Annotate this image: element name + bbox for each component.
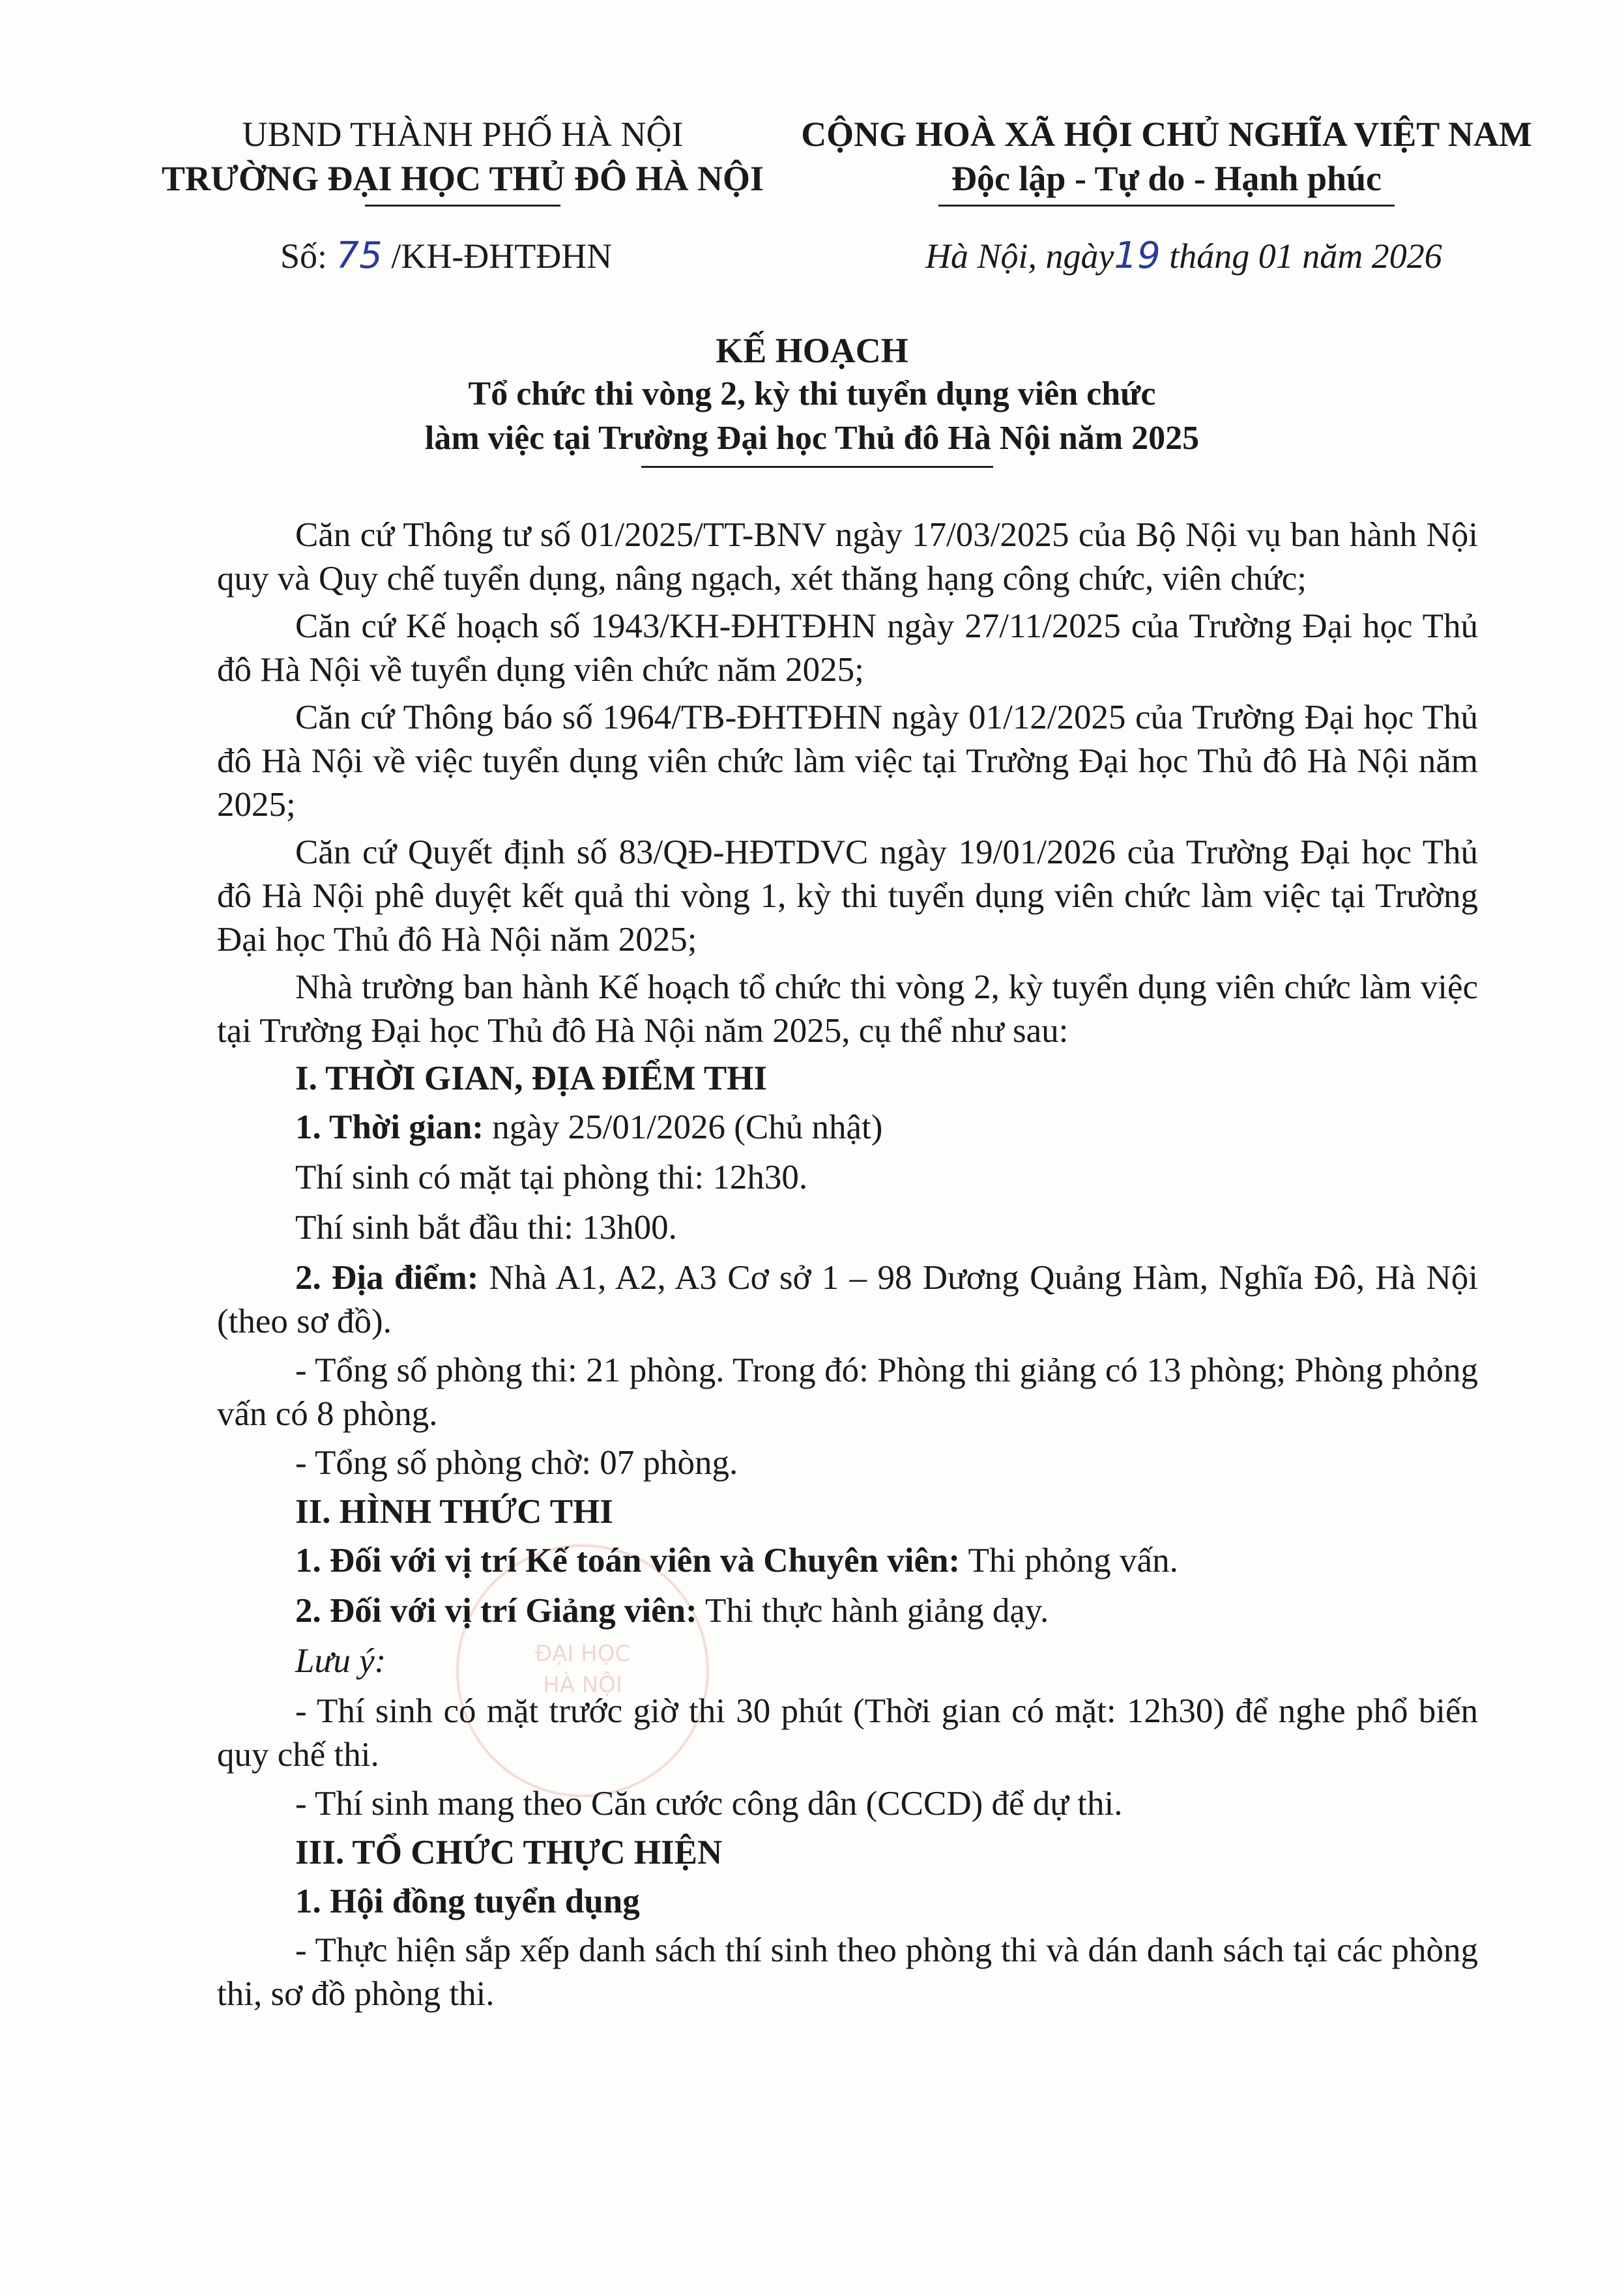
document-number — [280, 235, 612, 277]
section-2-heading: II. HÌNH THỨC THI — [295, 1493, 613, 1531]
start-time: Thí sinh bắt đầu thi: 13h00. — [295, 1209, 677, 1247]
exam-time-label: 1. Thời gian: — [295, 1108, 484, 1146]
format-item-1-label: 1. Đối với vị trí Kế toán viên và Chuyên viên: — [295, 1542, 961, 1580]
waiting-room-count: - Tổng số phòng chờ: 07 phòng. — [295, 1444, 738, 1482]
note-label: Lưu ý: — [295, 1642, 386, 1680]
document-body — [217, 513, 1478, 2021]
document-title — [130, 329, 1494, 468]
so-suffix: /KH-ĐHTĐHN — [391, 237, 613, 276]
org-parent: UBND THÀNH PHỐ HÀ NỘI — [242, 115, 684, 154]
motto: Độc lập - Tự do - Hạnh phúc — [951, 159, 1382, 198]
format-item-1-value: Thi phỏng vấn. — [960, 1542, 1178, 1580]
title-sub-1: Tổ chức thi vòng 2, kỳ thi tuyển dụng viên chức — [468, 375, 1156, 412]
preamble-paragraph: Căn cứ Thông báo số 1964/TB-ĐHTĐHN ngày 01/12/2025 của Trường Đại học Thủ đô Hà Nội về việc tuyển dụng viên chức làm việc tại Trường Đại học Thủ đô Hà Nội năm 2025; — [217, 699, 1478, 824]
preamble-paragraph: Nhà trường ban hành Kế hoạch tổ chức thi vòng 2, kỳ tuyển dụng viên chức làm việc tại Trường Đại học Thủ đô Hà Nội năm 2025, cụ thể như sau: — [217, 968, 1478, 1050]
org-underline — [365, 205, 560, 207]
exam-time-value: ngày 25/01/2026 (Chủ nhật) — [484, 1108, 883, 1146]
note-item: - Thí sinh mang theo Căn cước công dân (CCCD) để dự thi. — [295, 1785, 1123, 1823]
format-item-2 — [217, 1589, 1478, 1633]
title-rule — [641, 466, 993, 468]
faint-stamp: ĐẠI HỌC HÀ NỘI — [456, 1544, 709, 1797]
arrival-time: Thí sinh có mặt tại phòng thi: 12h30. — [295, 1159, 808, 1196]
section-3-heading: III. TỔ CHỨC THỰC HIỆN — [295, 1834, 723, 1871]
section-1-heading: I. THỜI GIAN, ĐỊA ĐIỂM THI — [295, 1060, 768, 1097]
format-item-2-value: Thi thực hành giảng dạy. — [697, 1592, 1049, 1630]
date-suffix: tháng 01 năm 2026 — [1169, 237, 1442, 276]
so-number-handwritten: 75 — [336, 235, 383, 277]
org-name: TRƯỜNG ĐẠI HỌC THỦ ĐÔ HÀ NỘI — [161, 159, 764, 198]
format-item-1 — [217, 1539, 1478, 1583]
issuing-organization — [130, 112, 795, 207]
exam-place — [217, 1256, 1478, 1344]
motto-underline — [938, 205, 1395, 207]
section-3-sub-1: 1. Hội đồng tuyển dụng — [295, 1883, 640, 1920]
title-main: KẾ HOẠCH — [716, 331, 908, 370]
so-prefix: Số: — [280, 237, 328, 276]
date-prefix: Hà Nội, ngày — [925, 237, 1114, 276]
task-item: - Thực hiện sắp xếp danh sách thí sinh theo phòng thi và dán danh sách tại các phòng thi, sơ đồ phòng thi. — [217, 1931, 1478, 2013]
exam-time — [217, 1106, 1478, 1149]
exam-place-value: Nhà A1, A2, A3 Cơ sở 1 – 98 Dương Quảng Hàm, Nghĩa Đô, Hà Nội (theo sơ đồ). — [217, 1259, 1478, 1340]
national-motto — [782, 112, 1551, 207]
preamble-paragraph: Căn cứ Kế hoạch số 1943/KH-ĐHTĐHN ngày 27/11/2025 của Trường Đại học Thủ đô Hà Nội về tuyển dụng viên chức năm 2025; — [217, 607, 1478, 689]
format-item-2-label: 2. Đối với vị trí Giảng viên: — [295, 1592, 697, 1630]
nation-name: CỘNG HOÀ XÃ HỘI CHỦ NGHĨA VIỆT NAM — [801, 115, 1532, 154]
room-count: - Tổng số phòng thi: 21 phòng. Trong đó: Phòng thi giảng có 13 phòng; Phòng phỏng vấn có 8 phòng. — [217, 1351, 1478, 1433]
preamble-paragraph: Căn cứ Thông tư số 01/2025/TT-BNV ngày 17/03/2025 của Bộ Nội vụ ban hành Nội quy và Quy chế tuyển dụng, nâng ngạch, xét thăng hạng công chức, viên chức; — [217, 516, 1478, 598]
date-day-handwritten: 19 — [1114, 235, 1161, 277]
note-item: - Thí sinh có mặt trước giờ thi 30 phút (Thời gian có mặt: 12h30) để nghe phổ biến quy chế thi. — [217, 1692, 1478, 1774]
title-sub-2: làm việc tại Trường Đại học Thủ đô Hà Nội năm 2025 — [424, 420, 1200, 457]
exam-place-label: 2. Địa điểm: — [295, 1259, 479, 1297]
document-date — [925, 235, 1442, 277]
preamble-paragraph: Căn cứ Quyết định số 83/QĐ-HĐTDVC ngày 19/01/2026 của Trường Đại học Thủ đô Hà Nội phê duyệt kết quả thi vòng 1, kỳ thi tuyển dụng viên chức làm việc tại Trường Đại học Thủ đô Hà Nội năm 2025; — [217, 833, 1478, 959]
